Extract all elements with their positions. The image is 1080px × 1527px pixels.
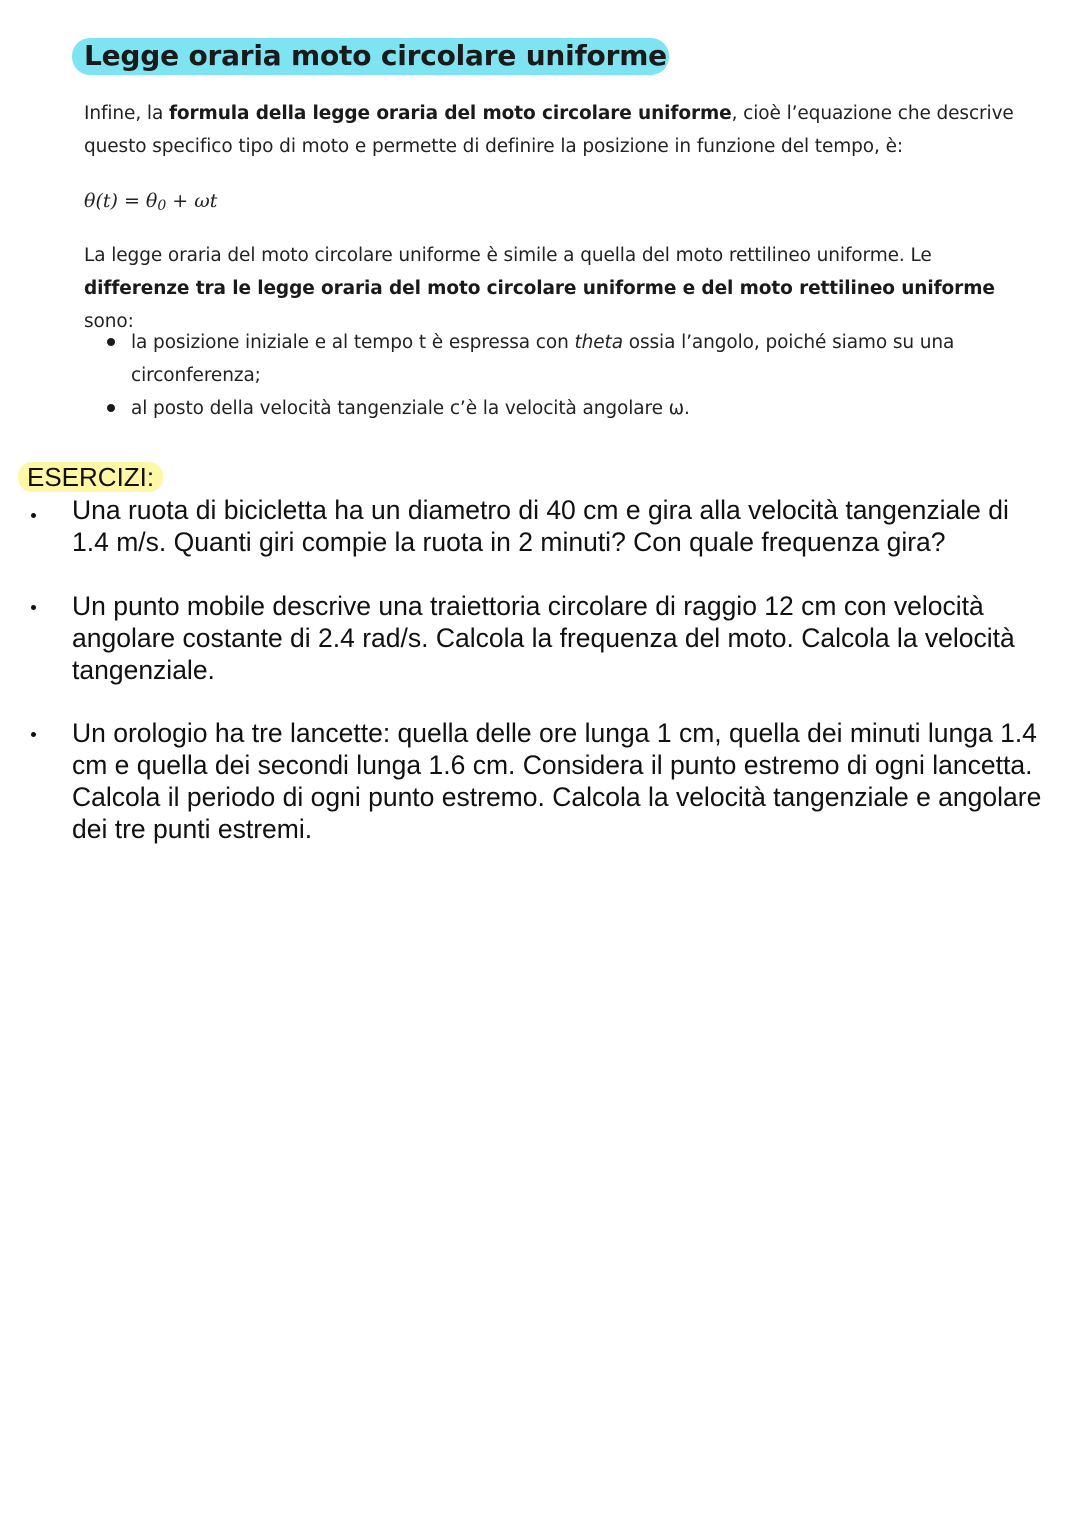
title-highlight (72, 38, 669, 75)
intro-bold-text: formula della legge oraria del moto circolare uniforme (168, 103, 732, 124)
list-item (100, 392, 1000, 425)
intro-paragraph (84, 97, 1014, 163)
difference-text-start: la posizione iniziale e al tempo t è espressa con (131, 332, 575, 353)
bullet-icon (31, 605, 36, 610)
exercise-item: Una ruota di bicicletta ha un diametro di 40 cm e gira alla velocità tangenziale di 1.4 m/s. Quanti giri compie la ruota in 2 minuti? Con quale frequenza gira? (72, 495, 1009, 557)
comparison-text-start: La legge oraria del moto circolare uniforme è simile a quella del moto rettilineo uniforme. Le (84, 245, 932, 266)
list-item (100, 326, 1000, 392)
bullet-icon (107, 338, 115, 346)
formula (84, 186, 217, 221)
exercises-label: ESERCIZI: (18, 462, 163, 492)
comparison-text-end: sono: (84, 311, 134, 332)
difference-italic: theta (574, 332, 623, 353)
comparison-bold-text: differenze tra le legge oraria del moto circolare uniforme e del moto rettilineo uniforme (84, 278, 995, 299)
differences-list (100, 326, 1000, 425)
exercise-item: Un orologio ha tre lancette: quella delle ore lunga 1 cm, quella dei minuti lunga 1.4 cm e quella dei secondi lunga 1.6 cm. Considera il punto estremo di ogni lancetta. Calcola il periodo di ogni punto estremo. Calcola la velocità tangenziale e angolare dei tre punti estremi. (72, 718, 1042, 844)
comparison-paragraph (84, 239, 1014, 338)
formula-rhs: + ωt (166, 190, 218, 212)
formula-subscript: 0 (157, 198, 167, 214)
bullet-icon (107, 404, 115, 412)
formula-lhs: θ(t) = θ (84, 190, 158, 212)
bullet-icon (31, 732, 36, 737)
exercise-item: Un punto mobile descrive una traiettoria circolare di raggio 12 cm con velocità angolare costante di 2.4 rad/s. Calcola la frequenza del moto. Calcola la velocità tangenziale. (72, 591, 1015, 685)
intro-text-start: Infine, la (84, 103, 169, 124)
difference-text-start: al posto della velocità tangenziale c’è la velocità angolare ω. (131, 398, 690, 419)
intro-text-end: , cioè l’equazione che descrive questo specifico tipo di moto e permette di definire la posizione in funzione del tempo, è: (84, 103, 1014, 157)
bullet-icon (31, 513, 36, 518)
difference-text-end: ossia l’angolo, poiché siamo su una circonferenza; (131, 332, 955, 386)
page-title: Legge oraria moto circolare uniforme (84, 39, 667, 72)
